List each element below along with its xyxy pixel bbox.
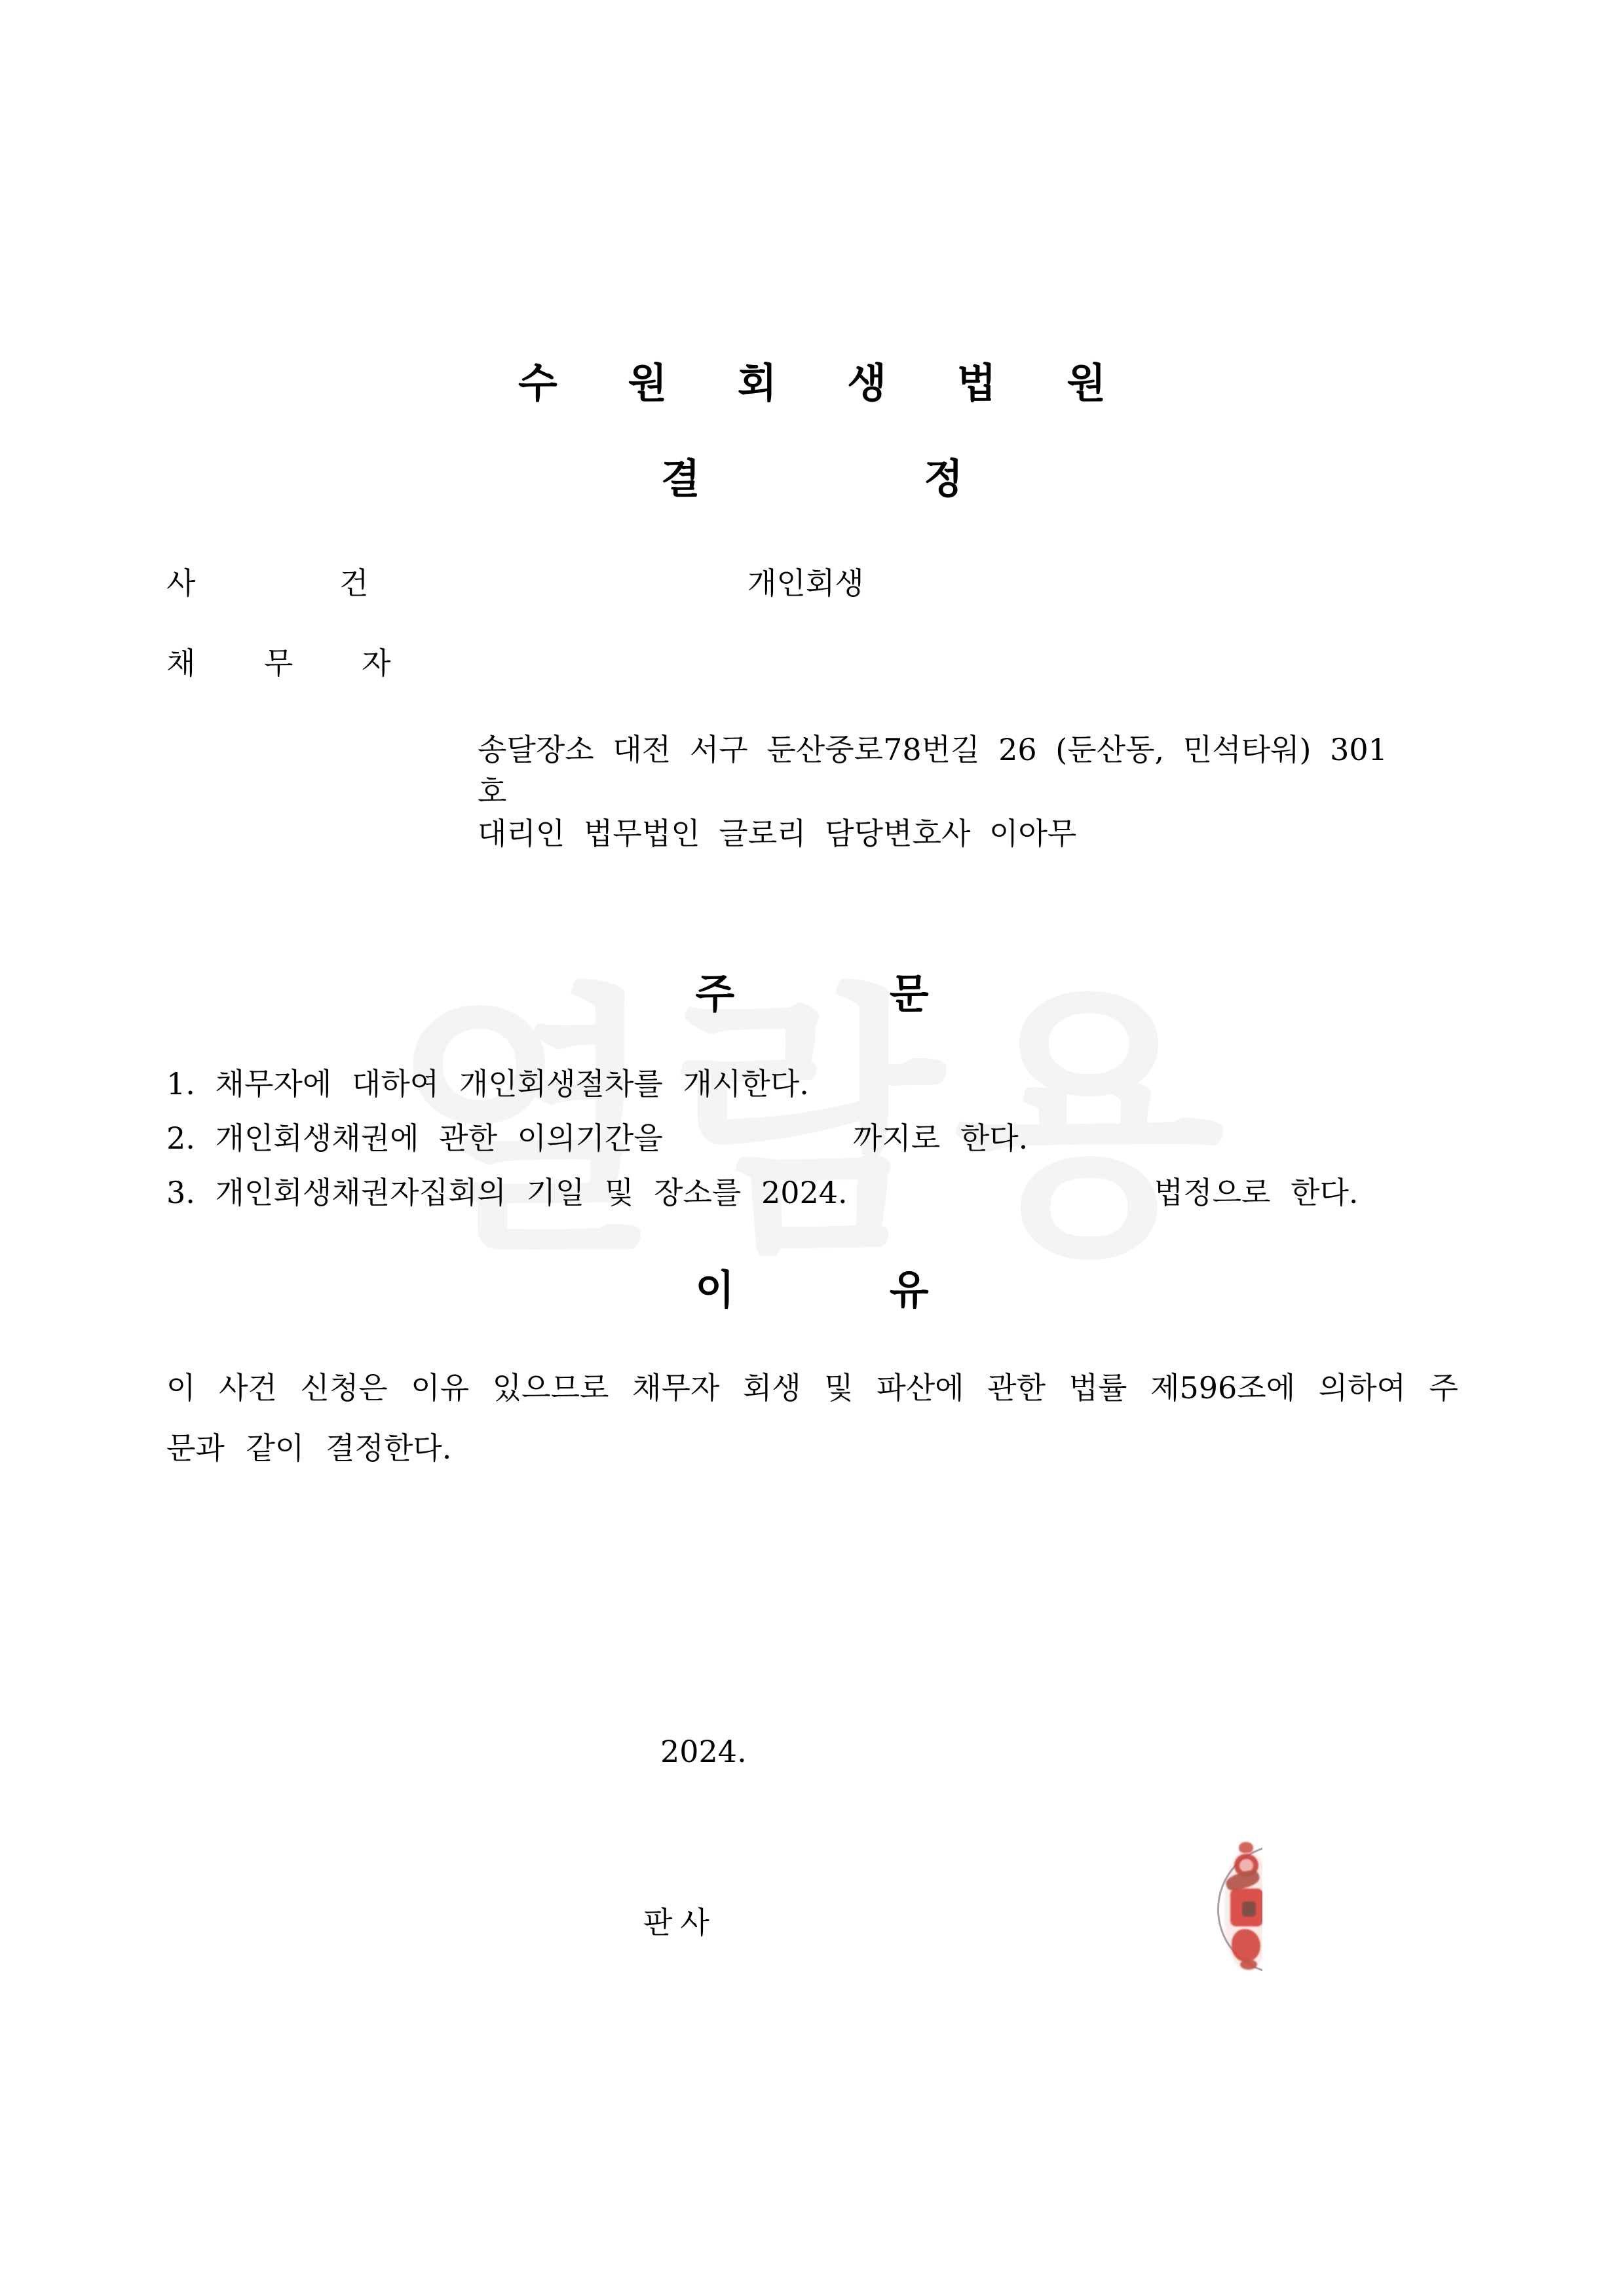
judge-seal-stamp xyxy=(1214,1839,1262,1979)
attorney-line: 대리인 법무법인 글로리 담당변호사 이아무 xyxy=(478,816,1077,851)
decision-date: 2024. xyxy=(660,1734,747,1769)
court-name-title: 수 원 회 생 법 원 xyxy=(518,359,1106,407)
reason-paragraph: 이 사건 신청은 이유 있으므로 채무자 회생 및 파산에 관한 법률 제596조에 의하여 주문과 같이 결정한다. xyxy=(166,1370,1458,1466)
stamp-ink-blob xyxy=(1240,1959,1257,1970)
stamp-ink-blob xyxy=(1239,1842,1253,1853)
order-item-2-text-right: 까지로 한다. xyxy=(852,1120,1029,1156)
debtor-row xyxy=(166,645,391,683)
order-item-3 xyxy=(166,1174,1359,1212)
case-label: 사 건 xyxy=(166,565,369,601)
service-address-block xyxy=(478,729,1500,854)
stamp-ink-blob xyxy=(1232,1929,1260,1962)
case-row xyxy=(166,565,864,603)
order-item-3-text-left: 3. 개인회생채권자집회의 기일 및 장소를 2024. xyxy=(166,1175,848,1210)
order-item-1 xyxy=(166,1065,809,1103)
document-type-title: 결 정 xyxy=(660,455,964,503)
reason-section-heading: 이 유 xyxy=(695,1266,929,1314)
judge-label: 판사 xyxy=(643,1905,717,1940)
order-item-2 xyxy=(166,1120,1028,1158)
case-value: 개인회생 xyxy=(747,565,864,601)
order-item-3-text-right: 법정으로 한다. xyxy=(1154,1175,1359,1210)
order-item-1-text: 1. 채무자에 대하여 개인회생절차를 개시한다. xyxy=(166,1066,809,1101)
stamp-ink-blob xyxy=(1242,1902,1256,1917)
debtor-label: 채 무 자 xyxy=(166,645,391,681)
service-address-line2: 호 xyxy=(478,774,507,809)
order-item-2-text-left: 2. 개인회생채권에 관한 이의기간을 xyxy=(166,1120,663,1156)
order-section-heading: 주 문 xyxy=(695,970,929,1018)
service-address-line1: 송달장소 대전 서구 둔산중로78번길 26 (둔산동, 민석타워) 301 xyxy=(478,732,1388,767)
